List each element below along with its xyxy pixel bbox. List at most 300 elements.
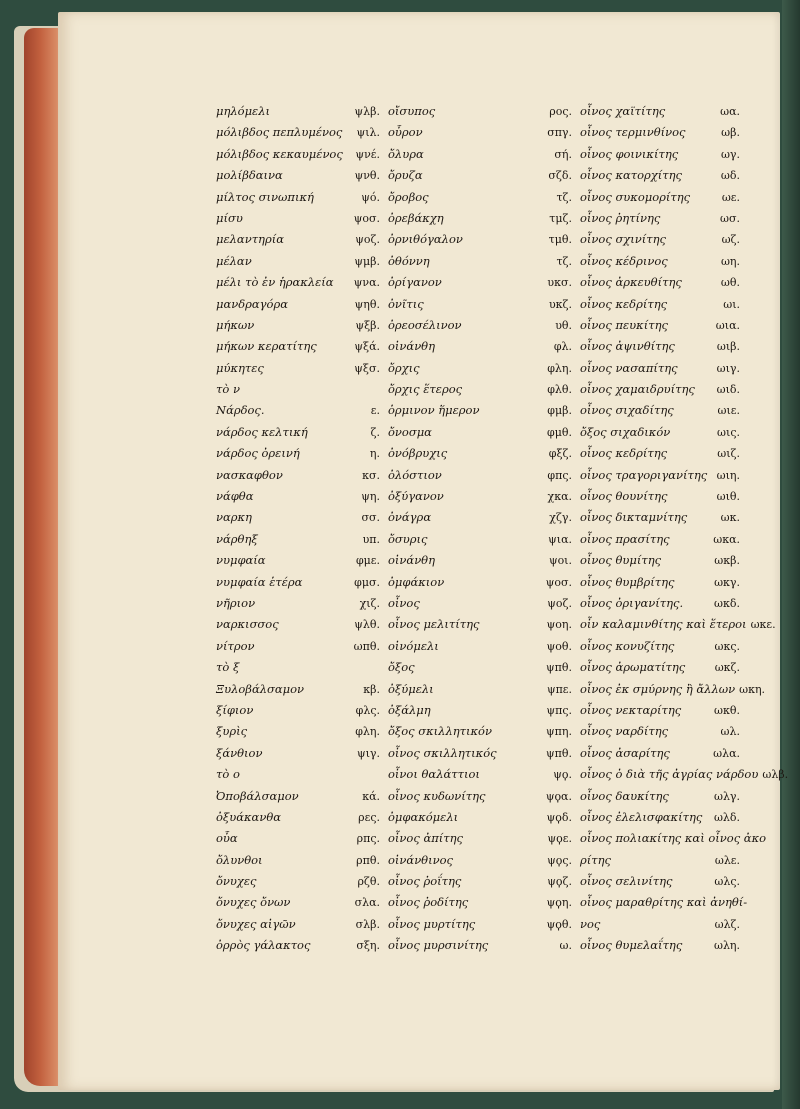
index-entry bbox=[216, 935, 380, 956]
entry-term: οἶνος ῥοδίτης bbox=[388, 895, 469, 910]
entry-term: ὄξος bbox=[388, 660, 415, 675]
index-entry bbox=[580, 529, 740, 550]
entry-page-number: ψϙα. bbox=[545, 789, 572, 803]
index-entry bbox=[388, 379, 572, 400]
index-column-1 bbox=[216, 101, 380, 957]
entry-page-number: ψμβ. bbox=[354, 254, 380, 268]
entry-page-number: ψπθ. bbox=[546, 661, 572, 675]
entry-term: ὄνυχες bbox=[216, 874, 257, 889]
index-entry bbox=[580, 935, 740, 956]
entry-term: οἶνος κατορχίτης bbox=[580, 168, 682, 183]
entry-page-number: ωις. bbox=[717, 425, 740, 439]
index-entry bbox=[388, 871, 572, 892]
entry-term: οἶνος κέδρινος bbox=[580, 253, 668, 268]
index-entry bbox=[580, 679, 766, 700]
entry-term: οἶν καλαμινθίτης καὶ ἕτεροι bbox=[580, 617, 747, 632]
index-entry bbox=[388, 764, 572, 785]
index-entry bbox=[216, 400, 380, 421]
entry-term: οἶνος θυμελαΐτης bbox=[580, 938, 683, 953]
index-entry bbox=[580, 914, 740, 935]
entry-page-number: φξζ. bbox=[548, 447, 572, 461]
entry-term: μόλιβδος πεπλυμένος bbox=[216, 125, 343, 140]
entry-page-number: ψϙ. bbox=[553, 768, 572, 782]
entry-term: μηλόμελι bbox=[216, 104, 271, 118]
entry-page-number: σπγ. bbox=[547, 126, 572, 140]
entry-term: οἶνος θουνίτης bbox=[580, 489, 668, 504]
entry-page-number: ψη. bbox=[361, 490, 380, 504]
index-entry bbox=[580, 593, 740, 614]
entry-term: μέλι τὸ ἐν ἡρακλεία bbox=[216, 275, 334, 290]
entry-term: ὀξύμελι bbox=[388, 681, 434, 696]
index-entry bbox=[580, 122, 740, 143]
entry-term: οἶνος μυρσινίτης bbox=[388, 938, 489, 953]
index-entry bbox=[388, 914, 572, 935]
index-entry bbox=[580, 721, 740, 742]
index-entry bbox=[216, 892, 380, 913]
entry-term: μήκων κερατίτης bbox=[216, 339, 317, 354]
entry-page-number: ψοζ. bbox=[355, 233, 380, 247]
entry-page-number: ψπθ. bbox=[546, 746, 572, 760]
index-entry bbox=[216, 379, 380, 400]
index-entry bbox=[388, 294, 572, 315]
entry-page-number: ψια. bbox=[548, 532, 572, 546]
index-entry bbox=[216, 465, 380, 486]
index-entry bbox=[216, 743, 380, 764]
entry-page-number: ωκδ. bbox=[714, 596, 740, 610]
entry-term: οἶνος μυρτίτης bbox=[388, 916, 476, 931]
entry-page-number: ψοσ. bbox=[545, 575, 572, 589]
entry-page-number: χιζ. bbox=[359, 596, 380, 610]
entry-page-number: ψϙε. bbox=[547, 832, 572, 846]
index-entry bbox=[216, 208, 380, 229]
entry-page-number: ωλε. bbox=[714, 853, 740, 867]
entry-page-number: υκσ. bbox=[547, 276, 572, 290]
index-entry bbox=[580, 208, 740, 229]
entry-page-number: ω. bbox=[559, 939, 572, 953]
index-entry bbox=[216, 422, 380, 443]
entry-term: οἶνος συκομορίτης bbox=[580, 189, 691, 204]
entry-page-number: ωιε. bbox=[717, 404, 740, 418]
entry-term: μολίβδαινα bbox=[216, 168, 283, 183]
index-entry bbox=[216, 251, 380, 272]
index-entry bbox=[580, 272, 740, 293]
entry-page-number: ωβ. bbox=[721, 126, 740, 140]
index-column-2 bbox=[388, 101, 572, 957]
entry-term: ὀνῖτις bbox=[388, 296, 424, 311]
entry-page-number: ψό. bbox=[361, 190, 380, 204]
entry-page-number: ωιδ. bbox=[716, 383, 740, 397]
entry-term: νάρθηξ bbox=[216, 531, 258, 546]
entry-term: Ὀποβάλσαμον bbox=[216, 788, 299, 803]
entry-page-number: φπς. bbox=[547, 468, 572, 482]
index-entry bbox=[580, 422, 740, 443]
entry-term: ὄλυρα bbox=[388, 146, 424, 161]
entry-term: οἶνος θυμβρίτης bbox=[580, 574, 675, 589]
index-entry bbox=[388, 721, 572, 742]
index-entry bbox=[388, 251, 572, 272]
index-entry bbox=[216, 593, 380, 614]
entry-term: Νάρδος. bbox=[216, 403, 265, 418]
index-entry bbox=[216, 572, 380, 593]
entry-term: οἰνάνθη bbox=[388, 553, 435, 568]
index-entry bbox=[580, 486, 740, 507]
index-entry bbox=[216, 187, 380, 208]
entry-term: ὀμφακόμελι bbox=[388, 809, 459, 824]
entry-page-number: ωλβ. bbox=[762, 768, 789, 782]
entry-term: οἶνος κυδωνίτης bbox=[388, 788, 486, 803]
entry-page-number: τζ. bbox=[556, 190, 572, 204]
entry-page-number: ψοζ. bbox=[547, 596, 572, 610]
entry-page-number: ρπς. bbox=[356, 832, 380, 846]
entry-page-number: ρπθ. bbox=[356, 853, 380, 867]
entry-page-number: ψιλ. bbox=[356, 126, 380, 140]
index-entry bbox=[580, 871, 740, 892]
entry-term: ὄνυχες αἰγῶν bbox=[216, 916, 296, 931]
entry-page-number: ωγ. bbox=[720, 147, 740, 161]
entry-page-number: ψιγ. bbox=[356, 746, 380, 760]
entry-page-number: κά. bbox=[362, 789, 380, 803]
index-entry bbox=[580, 251, 740, 272]
index-entry bbox=[216, 871, 380, 892]
entry-page-number: σή. bbox=[554, 147, 572, 161]
entry-page-number: η. bbox=[369, 447, 380, 461]
entry-page-number: ωκγ. bbox=[714, 575, 740, 589]
entry-term: οἶνος ἐκ σμύρνης ἢ ἄλλων bbox=[580, 681, 736, 696]
entry-term: ὀρίγανον bbox=[388, 275, 442, 290]
index-entry bbox=[580, 336, 740, 357]
entry-page-number: ψοσ. bbox=[353, 211, 380, 225]
index-entry bbox=[388, 529, 572, 550]
index-entry bbox=[580, 507, 740, 528]
entry-page-number: ωκε. bbox=[750, 618, 776, 632]
entry-term: ξάνθιον bbox=[216, 745, 263, 760]
entry-term: μανδραγόρα bbox=[216, 296, 289, 311]
index-entry bbox=[580, 636, 740, 657]
entry-term: ὀμφάκιον bbox=[388, 574, 445, 589]
entry-page-number: ωκς. bbox=[714, 639, 740, 653]
entry-page-number: ωκ. bbox=[720, 511, 740, 525]
entry-page-number: ωλη. bbox=[713, 939, 740, 953]
entry-page-number: ψϙθ. bbox=[546, 917, 572, 931]
index-entry bbox=[388, 315, 572, 336]
entry-term: νίτρον bbox=[216, 638, 255, 653]
entry-page-number: ωπθ. bbox=[353, 639, 380, 653]
entry-page-number: ψϙς. bbox=[547, 853, 572, 867]
index-entry bbox=[580, 572, 740, 593]
entry-term: ὄνυχες ὄνων bbox=[216, 895, 291, 910]
entry-page-number: ωα. bbox=[720, 105, 740, 118]
index-entry bbox=[388, 614, 572, 635]
entry-page-number: τζ. bbox=[556, 254, 572, 268]
index-entry bbox=[216, 700, 380, 721]
index-entry bbox=[388, 636, 572, 657]
index-entry bbox=[216, 486, 380, 507]
entry-page-number: ψπη. bbox=[546, 725, 572, 739]
entry-term: οἶνος σχινίτης bbox=[580, 232, 666, 247]
entry-page-number: χκα. bbox=[547, 490, 572, 504]
index-entry bbox=[388, 550, 572, 571]
index-entry bbox=[580, 443, 740, 464]
index-column-3 bbox=[580, 101, 789, 957]
entry-term: μελαντηρία bbox=[216, 232, 284, 247]
entry-term: ξίφιον bbox=[216, 702, 254, 717]
entry-page-number: σζδ. bbox=[548, 169, 572, 183]
entry-term: νάρδος ὀρεινή bbox=[216, 446, 300, 461]
entry-page-number: φμθ. bbox=[547, 425, 572, 439]
entry-term: οἶνος κεδρίτης bbox=[580, 446, 668, 461]
entry-term: οἶνος ῥοΐτης bbox=[388, 874, 462, 889]
entry-page-number: φλς. bbox=[355, 703, 380, 717]
entry-term: ὀρεοσέλινον bbox=[388, 317, 462, 332]
entry-page-number: ψοι. bbox=[548, 554, 572, 568]
entry-term: οἶνος ἀσαρίτης bbox=[580, 745, 670, 760]
entry-term: τὸ ξ bbox=[216, 660, 240, 675]
entry-term: ὀρνιθόγαλον bbox=[388, 232, 463, 247]
entry-page-number: τμζ. bbox=[549, 211, 572, 225]
index-entry bbox=[388, 208, 572, 229]
entry-page-number: ωια. bbox=[715, 318, 740, 332]
entry-term: οἰνάνθινος bbox=[388, 852, 453, 867]
entry-term: οἶνος ἀρκευθίτης bbox=[580, 275, 682, 290]
entry-term: ὄρχις ἕτερος bbox=[388, 382, 463, 397]
entry-term: οἶνος χαϊτίτης bbox=[580, 104, 666, 118]
index-entry bbox=[216, 636, 380, 657]
entry-page-number: σλα. bbox=[354, 896, 380, 910]
index-entry bbox=[216, 550, 380, 571]
index-entry bbox=[388, 101, 572, 122]
entry-page-number: φμε. bbox=[355, 554, 380, 568]
entry-page-number: τμθ. bbox=[548, 233, 572, 247]
entry-page-number: ψοη. bbox=[546, 618, 572, 632]
entry-page-number: φμβ. bbox=[547, 404, 572, 418]
entry-page-number: ψϙη. bbox=[546, 896, 572, 910]
entry-page-number: ωκθ. bbox=[714, 703, 740, 717]
index-entry bbox=[216, 101, 380, 122]
index-entry bbox=[388, 465, 572, 486]
entry-term: οἶνος δικταμνίτης bbox=[580, 510, 688, 525]
index-entry bbox=[580, 315, 740, 336]
entry-term: οἶνος νεκταρίτης bbox=[580, 702, 682, 717]
index-entry bbox=[580, 657, 740, 678]
entry-term: οἶνος φοινικίτης bbox=[580, 146, 679, 161]
entry-page-number: ψνθ. bbox=[354, 169, 380, 183]
entry-term: οἶνος ἀψινθίτης bbox=[580, 339, 675, 354]
entry-term: οἶνος κονυζίτης bbox=[580, 638, 675, 653]
index-entry bbox=[216, 229, 380, 250]
index-entry bbox=[580, 379, 740, 400]
index-entry bbox=[388, 743, 572, 764]
index-entry bbox=[580, 294, 740, 315]
index-entry bbox=[580, 743, 740, 764]
entry-page-number: ωιθ. bbox=[716, 490, 740, 504]
entry-term: ὀξυάκανθα bbox=[216, 809, 282, 824]
index-entry bbox=[388, 657, 572, 678]
entry-term: νυμφαία bbox=[216, 553, 266, 568]
entry-term: ὄξος σκιλλητικόν bbox=[388, 724, 492, 739]
entry-term: ὀρεβάκχη bbox=[388, 210, 444, 225]
entry-term: οὖρον bbox=[388, 125, 423, 140]
index-entry bbox=[580, 614, 776, 635]
entry-page-number: ωσ. bbox=[720, 211, 740, 225]
entry-term: οἶνος μαραθρίτης καὶ ἀνηθί- bbox=[580, 895, 748, 910]
index-entry bbox=[580, 700, 740, 721]
index-entry bbox=[580, 892, 748, 913]
index-entry bbox=[388, 700, 572, 721]
entry-page-number: σξη. bbox=[356, 939, 380, 953]
index-entry bbox=[580, 165, 740, 186]
index-entry bbox=[216, 272, 380, 293]
entry-term: ὀνόβρυχις bbox=[388, 446, 448, 461]
entry-page-number: ωιη. bbox=[716, 468, 740, 482]
entry-page-number: ωκζ. bbox=[714, 661, 740, 675]
entry-page-number: ωι. bbox=[723, 297, 740, 311]
index-entry bbox=[388, 679, 572, 700]
entry-term: οἶνος σιχαδίτης bbox=[580, 403, 674, 418]
index-entry bbox=[388, 786, 572, 807]
index-entry bbox=[216, 807, 380, 828]
entry-term: ξυρὶς bbox=[216, 724, 248, 739]
entry-term: οἰνάνθη bbox=[388, 339, 435, 354]
entry-term: οἴσυπος bbox=[388, 104, 436, 118]
entry-page-number: ωκη. bbox=[739, 682, 766, 696]
entry-term: νάφθα bbox=[216, 489, 254, 504]
index-entry bbox=[216, 294, 380, 315]
entry-term: ναρκισσος bbox=[216, 617, 279, 632]
entry-term: ρίτης bbox=[580, 852, 611, 867]
entry-term: νῆριον bbox=[216, 595, 256, 610]
index-entry bbox=[388, 422, 572, 443]
entry-term: οἶνος bbox=[388, 595, 420, 610]
index-entry bbox=[388, 144, 572, 165]
entry-page-number: ωκβ. bbox=[714, 554, 740, 568]
index-entry bbox=[388, 400, 572, 421]
entry-term: οἶνος ἀρωματίτης bbox=[580, 660, 686, 675]
index-entry bbox=[216, 507, 380, 528]
index-entry bbox=[388, 593, 572, 614]
index-entry bbox=[388, 229, 572, 250]
entry-term: οἶνος ὀριγανίτης. bbox=[580, 595, 684, 610]
entry-page-number: ωλς. bbox=[714, 875, 740, 889]
entry-page-number: ψλθ. bbox=[354, 618, 380, 632]
entry-page-number: ψξσ. bbox=[354, 361, 380, 375]
entry-term: οἶνος πρασίτης bbox=[580, 531, 670, 546]
entry-term: οἶνος κεδρίτης bbox=[580, 296, 668, 311]
entry-term: οὖα bbox=[216, 831, 238, 846]
index-entry bbox=[388, 165, 572, 186]
entry-page-number: ψξά. bbox=[354, 340, 380, 354]
index-entry bbox=[580, 786, 740, 807]
entry-term: νος bbox=[580, 916, 601, 931]
index-entry bbox=[580, 144, 740, 165]
index-entry bbox=[388, 507, 572, 528]
entry-page-number: ωλα. bbox=[713, 746, 740, 760]
entry-term: ὀξύγανον bbox=[388, 489, 444, 504]
entry-term: οἶνος ναρδίτης bbox=[580, 724, 669, 739]
entry-term: ὄροβος bbox=[388, 189, 429, 204]
index-entry bbox=[216, 614, 380, 635]
entry-page-number: ωλ. bbox=[720, 725, 740, 739]
entry-term: μέλαν bbox=[216, 253, 252, 268]
index-entry bbox=[388, 850, 572, 871]
entry-page-number: κσ. bbox=[362, 468, 380, 482]
entry-page-number: ψνέ. bbox=[355, 147, 380, 161]
entry-page-number: ωλγ. bbox=[713, 789, 740, 803]
entry-page-number: σλβ. bbox=[355, 917, 380, 931]
index-entry bbox=[216, 828, 380, 849]
entry-page-number: ρζθ. bbox=[357, 875, 380, 889]
index-entry bbox=[216, 786, 380, 807]
entry-page-number: κβ. bbox=[363, 682, 380, 696]
entry-page-number: ρες. bbox=[358, 810, 380, 824]
entry-page-number: ψϙζ. bbox=[547, 875, 572, 889]
entry-page-number: φλθ. bbox=[547, 383, 572, 397]
index-entry bbox=[388, 935, 572, 956]
entry-page-number: φλ. bbox=[553, 340, 572, 354]
entry-term: ὄρυζα bbox=[388, 168, 423, 183]
entry-page-number: ψξβ. bbox=[355, 318, 380, 332]
index-entry bbox=[216, 122, 380, 143]
entry-page-number: φμσ. bbox=[354, 575, 380, 589]
entry-term: ὁρμινον ἥμερον bbox=[388, 403, 480, 418]
entry-term: οἶνος σκιλλητικός bbox=[388, 745, 497, 760]
entry-term: μίσυ bbox=[216, 210, 243, 225]
entry-term: Ξυλοβάλσαμον bbox=[216, 681, 305, 696]
entry-page-number: ε. bbox=[370, 404, 380, 418]
index-entry bbox=[216, 657, 380, 678]
entry-page-number: ωε. bbox=[721, 190, 740, 204]
entry-page-number: ψπς. bbox=[546, 703, 572, 717]
entry-term: οἶνος τραγοριγανίτης bbox=[580, 467, 708, 482]
index-entry bbox=[388, 443, 572, 464]
entry-term: νασκαφθον bbox=[216, 467, 283, 482]
entry-page-number: ζ. bbox=[370, 425, 380, 439]
entry-page-number: ψοθ. bbox=[546, 639, 572, 653]
index-entry bbox=[216, 315, 380, 336]
entry-term: τὸ ο bbox=[216, 767, 240, 782]
index-entry bbox=[580, 101, 740, 122]
index-entry bbox=[216, 721, 380, 742]
entry-page-number: ψνα. bbox=[353, 276, 380, 290]
index-entry bbox=[388, 828, 572, 849]
index-entry bbox=[216, 165, 380, 186]
entry-term: οἶνος ὁ διὰ τῆς ἀγρίας νάρδου bbox=[580, 767, 759, 782]
entry-term: οἶνος χαμαιδρυίτης bbox=[580, 382, 695, 397]
entry-page-number: ωθ. bbox=[720, 276, 740, 290]
index-entry bbox=[580, 550, 740, 571]
entry-page-number: ωλδ. bbox=[713, 810, 740, 824]
entry-page-number: ωη. bbox=[720, 254, 740, 268]
entry-term: οἶνος δαυκίτης bbox=[580, 788, 669, 803]
entry-term: οἶνοι θαλάττιοι bbox=[388, 767, 480, 782]
index-entry bbox=[388, 807, 572, 828]
entry-term: μήκων bbox=[216, 317, 255, 332]
entry-page-number: ωδ. bbox=[720, 169, 740, 183]
index-entry bbox=[580, 807, 740, 828]
entry-term: μύκητες bbox=[216, 360, 264, 375]
entry-term: ὄλυνθοι bbox=[216, 852, 263, 867]
entry-page-number: σσ. bbox=[361, 511, 380, 525]
index-entry bbox=[388, 122, 572, 143]
entry-page-number: ωζ. bbox=[721, 233, 740, 247]
entry-term: μίλτος σινωπική bbox=[216, 189, 314, 204]
entry-term: νάρδος κελτική bbox=[216, 424, 308, 439]
entry-term: ὄσυρις bbox=[388, 531, 428, 546]
index-entry bbox=[216, 336, 380, 357]
binding-board bbox=[782, 0, 800, 1109]
entry-term: οἶνος νασαπίτης bbox=[580, 360, 678, 375]
entry-term: ναρκη bbox=[216, 510, 252, 525]
index-entry bbox=[580, 465, 740, 486]
